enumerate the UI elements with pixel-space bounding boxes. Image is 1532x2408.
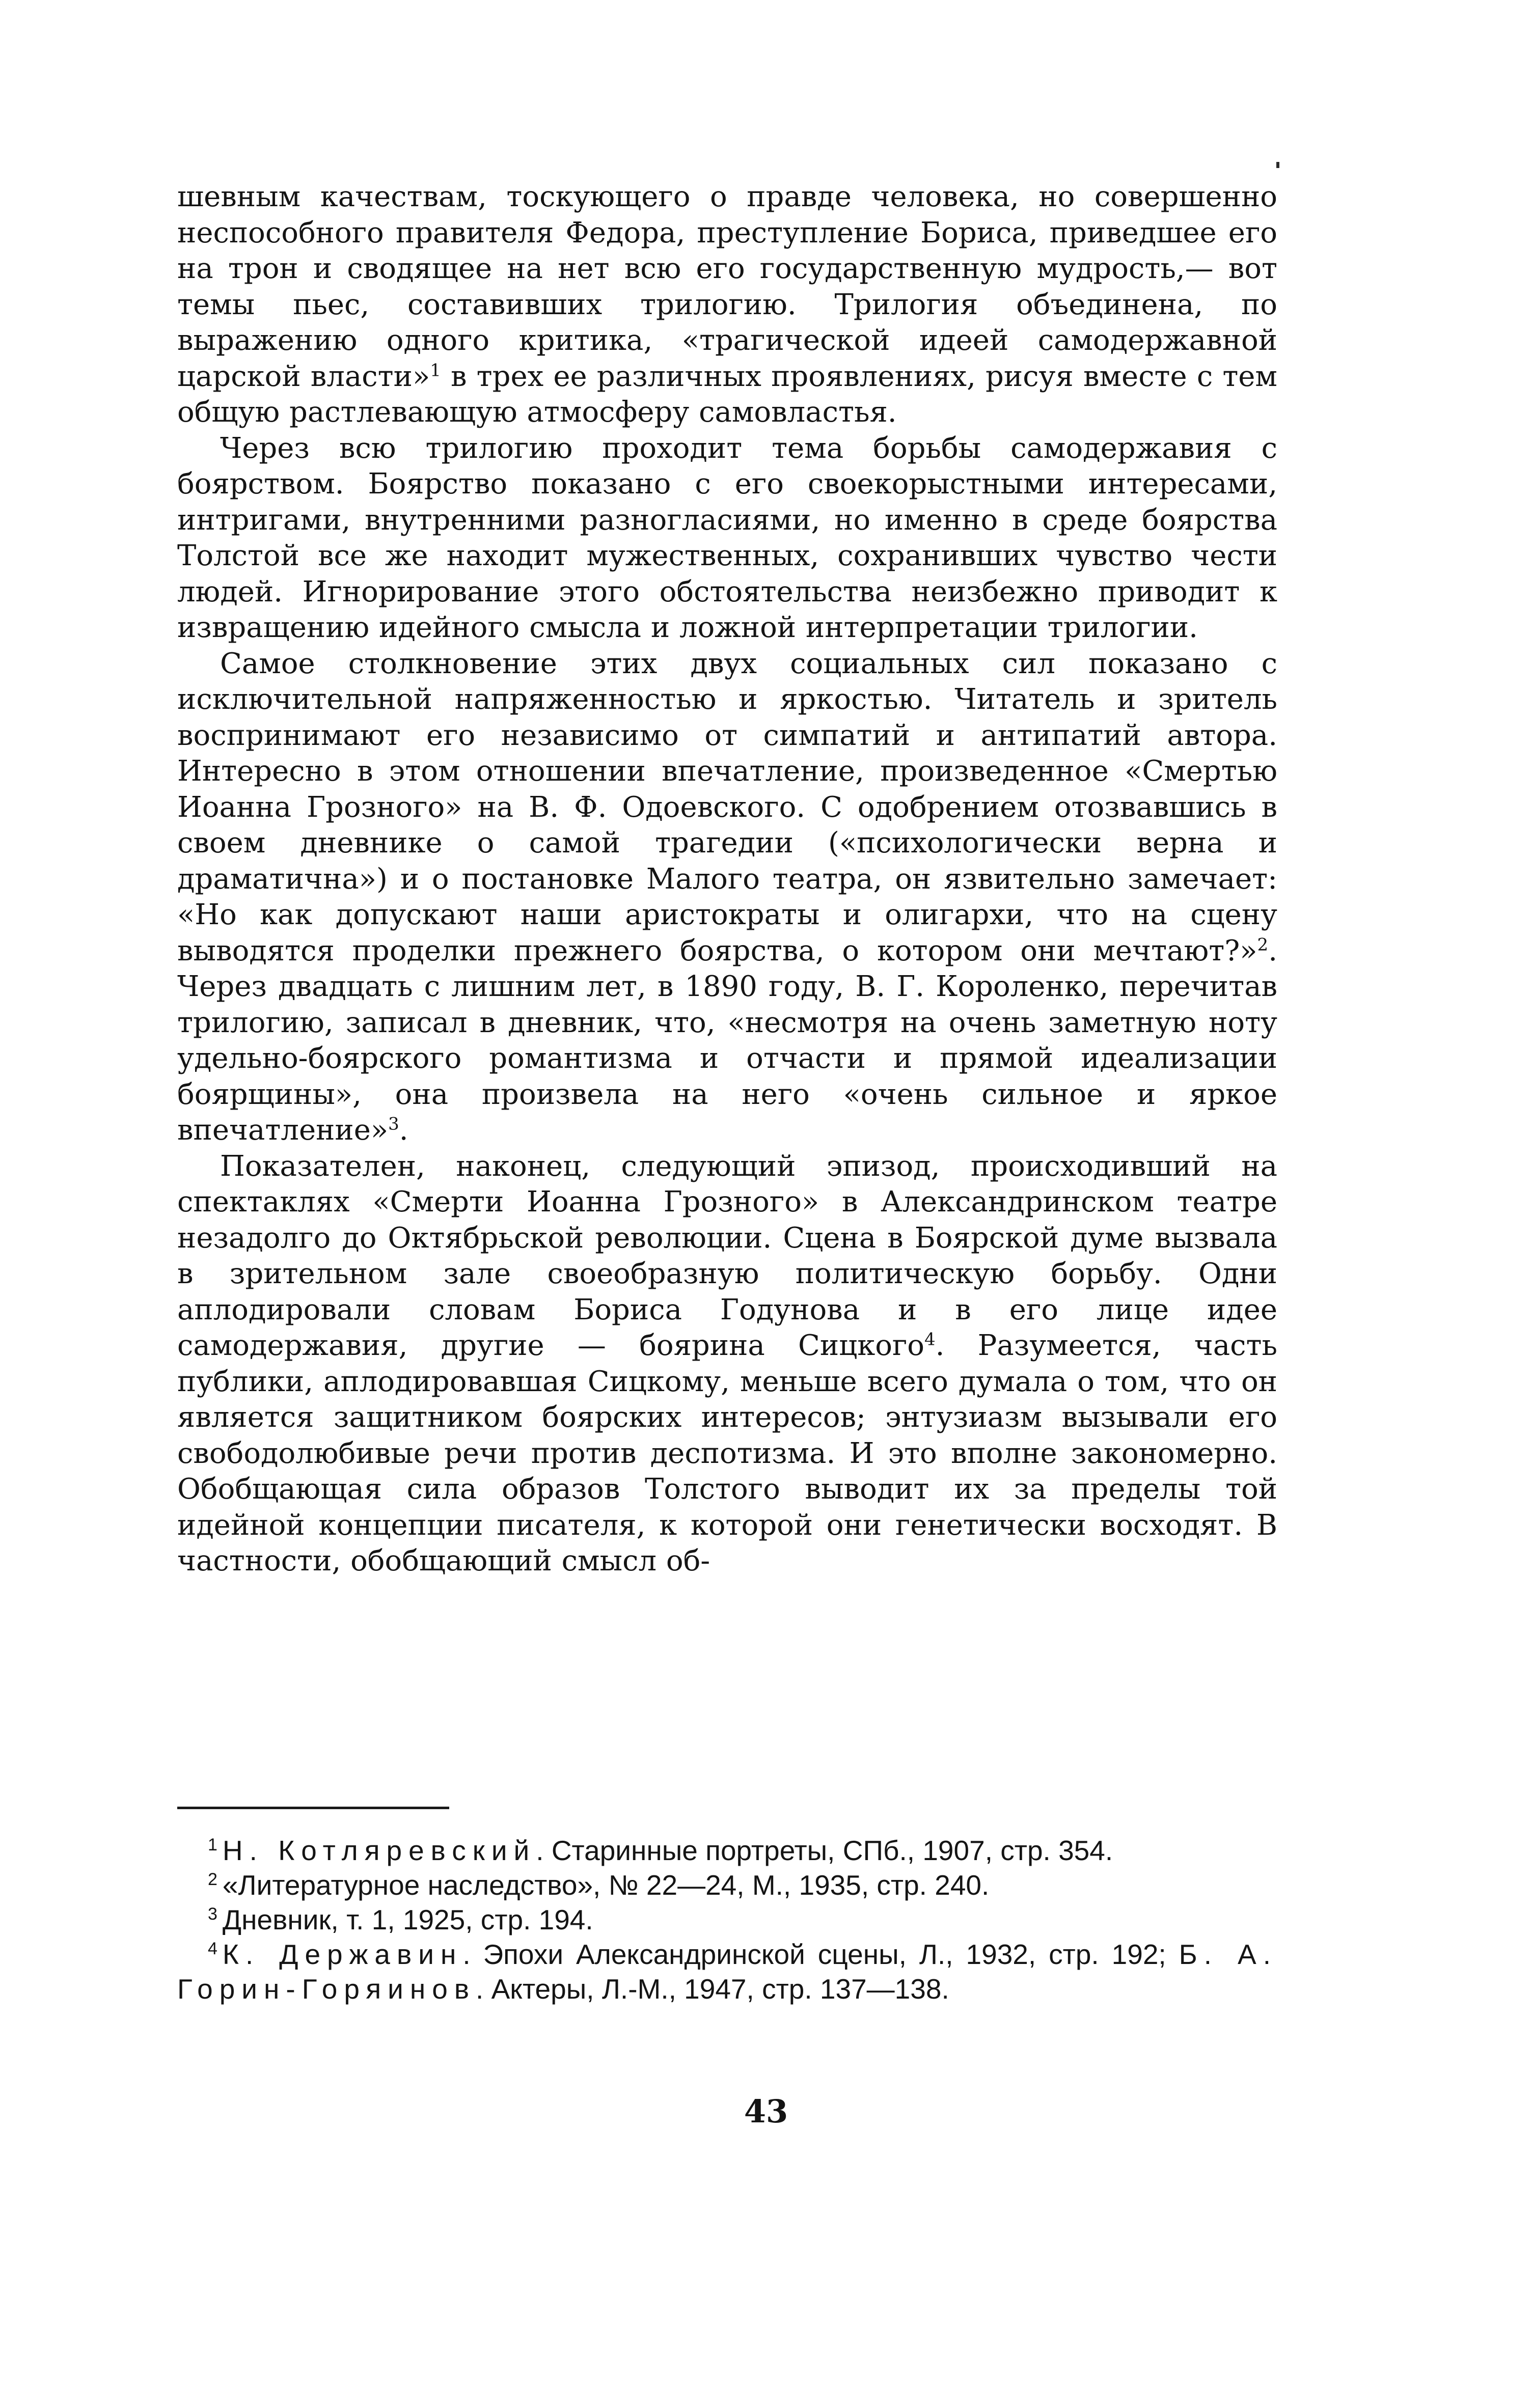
print-speck (1276, 162, 1279, 168)
main-text (177, 179, 1277, 1580)
footnote-number: 3 (208, 1904, 217, 1924)
paragraph-3 (177, 646, 1277, 1149)
paragraph-4-text-a: Показателен, наконец, следующий эпизод, происходивший на спектаклях «Смерти Иоанна Грозного» в Александринском театре незадолго до Октябрьской революции. Сцена в Боярской думе вызвала в зрительном зале своеобразную политическую борьбу. Одни аплодировали словам Бориса Годунова и в его лице идее самодержавия, другие — боярина Сицкого (177, 1149, 1277, 1362)
paragraph-1 (177, 179, 1277, 431)
paragraph-1-text-a: шевным качествам, тоскующего о правде человека, но совершенно неспособного правителя Федора, преступление Бориса, приведшее его на трон и сводящее на нет всю его государственную мудрость,— вот темы пьес, составивших трилогию. Трилогия объединена, по выражению одного критика, «трагической идеей самодержавной царской власти» (177, 180, 1277, 393)
page-number: 43 (744, 2093, 788, 2130)
footnote-text: . Старинные портреты, СПб., 1907, стр. 354. (536, 1835, 1113, 1866)
footnote-4 (177, 1937, 1277, 2006)
footnote-ref-1: 1 (430, 359, 441, 380)
footnote-author-2: Б. А. Горин-Горяинов (177, 1939, 1277, 2005)
paragraph-3-text-c: . (399, 1114, 408, 1147)
footnote-ref-2: 2 (1257, 934, 1269, 955)
footnote-text: Дневник, т. 1, 1925, стр. 194. (222, 1904, 593, 1935)
footnote-1 (177, 1833, 1277, 1868)
paragraph-4-text-b: . Разумеется, часть публики, аплодировавшая Сицкому, меньше всего думала о том, что он является защитником боярских интересов; энтузиазм вызывали его свободолюбивые речи против деспотизма. И это вполне закономерно. Обобщающая сила образов Толстого выводит их за пределы той идейной концепции писателя, к которой они генетически восходят. В частности, обобщающий смысл об- (177, 1329, 1277, 1577)
footnote-text: «Литературное наследство», № 22—24, М., 1935, стр. 240. (222, 1869, 990, 1901)
footnotes (177, 1833, 1277, 2006)
footnote-number: 4 (208, 1939, 217, 1958)
footnote-separator (177, 1807, 449, 1809)
footnote-ref-4: 4 (924, 1329, 936, 1350)
footnote-text-2: . Актеры, Л.-М., 1947, стр. 137—138. (476, 1973, 949, 2005)
footnote-3 (177, 1902, 1277, 1937)
footnote-text: . Эпохи Александринской сцены, Л., 1932, стр. 192; (462, 1939, 1179, 1970)
paragraph-4 (177, 1149, 1277, 1580)
footnote-author: К. Державин (222, 1939, 463, 1970)
footnote-number: 1 (208, 1835, 217, 1855)
paragraph-1-text-b: в трех ее различных проявлениях, рисуя вместе с тем общую растлевающую атмосферу самовластья. (177, 359, 1277, 429)
footnote-author: Н. Котляревский (222, 1835, 536, 1866)
footnote-ref-3: 3 (388, 1114, 399, 1134)
footnote-number: 2 (208, 1869, 217, 1889)
paragraph-3-text-b: . Через двадцать с лишним лет, в 1890 году, В. Г. Короленко, перечитав трилогию, записал в дневник, что, «несмотря на очень заметную ноту удельно-боярского романтизма и отчасти и прямой идеализации боярщины», она произвела на него «очень сильное и яркое впечатление» (177, 934, 1277, 1147)
paragraph-3-text-a: Самое столкновение этих двух социальных сил показано с исключительной напряженностью и яркостью. Читатель и зритель воспринимают его независимо от симпатий и антипатий автора. Интересно в этом отношении впечатление, произведенное «Смертью Иоанна Грозного» на В. Ф. Одоевского. С одобрением отозвавшись в своем дневнике о самой трагедии («психологически верна и драматична») и о постановке Малого театра, он язвительно замечает: «Но как допускают наши аристократы и олигархи, что на сцену выводятся проделки прежнего боярства, о котором они мечтают?» (177, 647, 1277, 967)
footnote-2 (177, 1868, 1277, 1902)
paragraph-2: Через всю трилогию проходит тема борьбы самодержавия с боярством. Боярство показано с его своекорыстными интересами, интригами, внутренними разногласиями, но именно в среде боярства Толстой все же находит мужественных, сохранивших чувство чести людей. Игнорирование этого обстоятельства неизбежно приводит к извращению идейного смысла и ложной интерпретации трилогии. (177, 431, 1277, 644)
